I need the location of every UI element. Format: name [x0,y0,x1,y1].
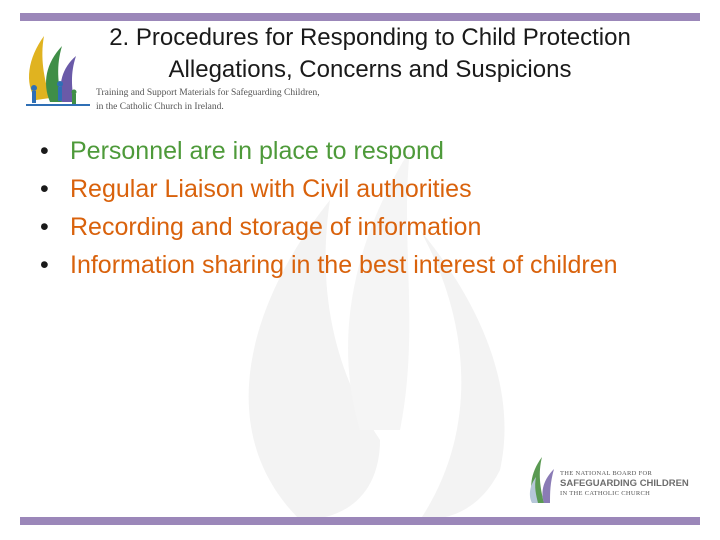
bullet-item [40,132,680,170]
bullet-item [40,208,680,246]
bullet-dot: • [40,213,49,241]
bullet-text: Recording and storage of information [70,213,482,241]
bullet-item [40,170,680,208]
slide-title [60,22,680,86]
bullet-text: Regular Liaison with Civil authorities [70,175,472,203]
bullet-text: Personnel are in place to respond [70,137,444,165]
logo-caption-line-2: in the Catholic Church in Ireland. [96,102,224,112]
title-line-1: 2. Procedures for Responding to Child Protection [109,24,631,51]
bullet-dot: • [40,251,49,279]
title-line-2: Allegations, Concerns and Suspicions [168,56,572,83]
footer-line-2: SAFEGUARDING CHILDREN [560,478,689,489]
bullet-list [40,132,680,284]
footer-line-1: THE NATIONAL BOARD FOR [560,470,653,477]
logo-caption-line-1: Training and Support Materials for Safeguarding Children, [96,88,320,98]
bottom-accent-bar [20,517,700,525]
footer-line-3: IN THE CATHOLIC CHURCH [560,490,651,497]
footer-board-name [560,470,689,498]
logo-caption [96,86,320,114]
footer-flame-logo [528,455,556,505]
bullet-item [40,246,680,284]
bullet-dot: • [40,137,49,165]
bullet-dot: • [40,175,49,203]
bullet-text: Information sharing in the best interest of children [70,251,618,279]
